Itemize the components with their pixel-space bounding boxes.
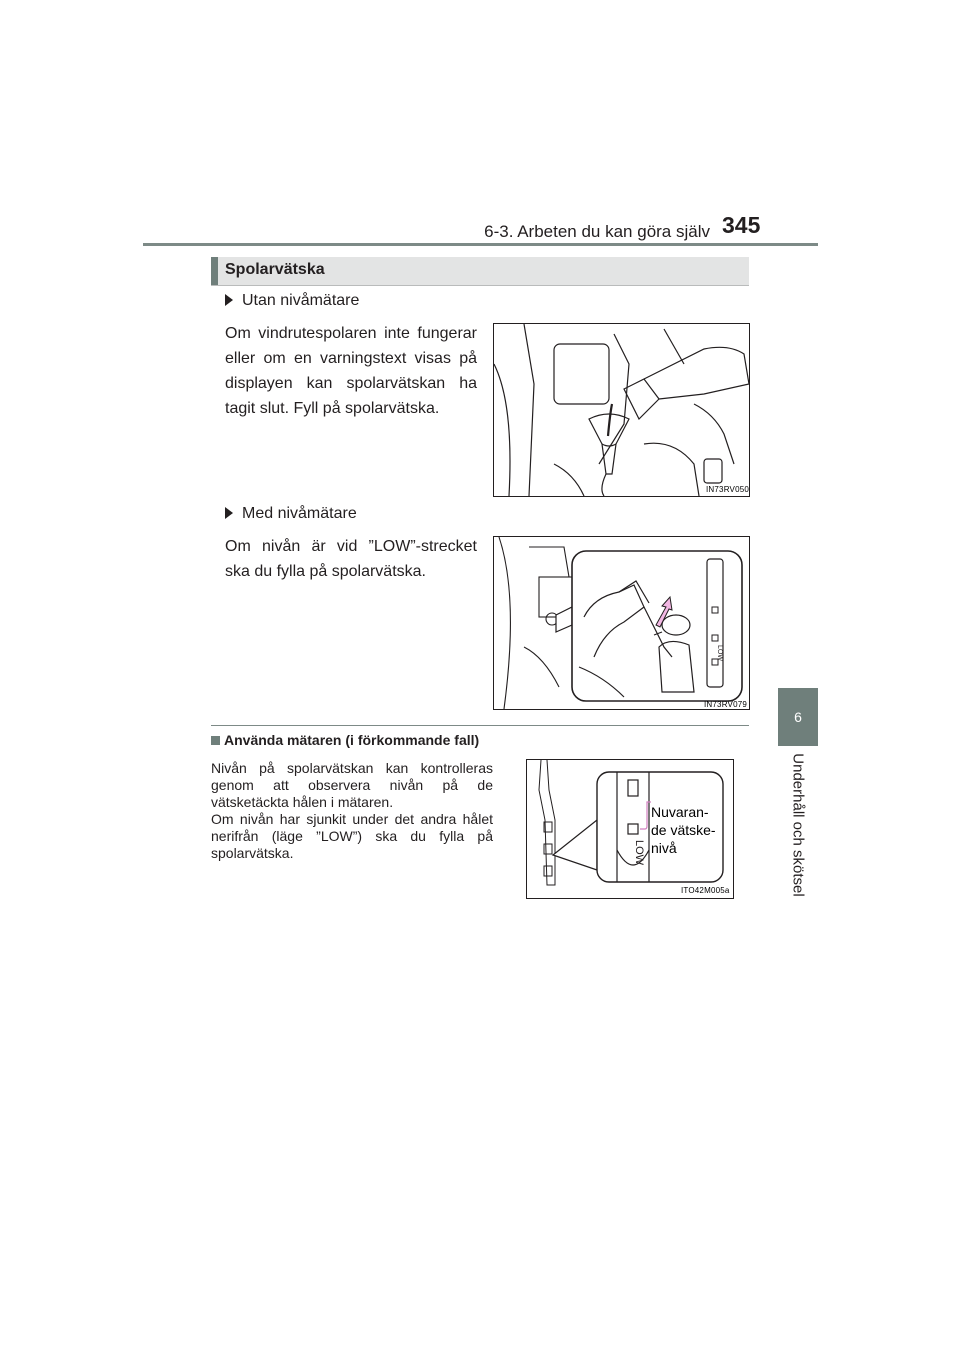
heading-text: Utan nivåmätare (242, 292, 360, 309)
heading-text: Med nivåmätare (242, 505, 357, 522)
paragraph-with-gauge: Om nivån är vid ”LOW”-strecket ska du fylla på spolarvätska. (225, 538, 477, 580)
figure-label: IN73RV079 (704, 700, 748, 709)
section-accent (211, 257, 218, 285)
figure-label: IN73RV050 (706, 485, 749, 494)
engine-bay-funnel-illustration (494, 324, 749, 496)
callout-line-2: de vätske- (651, 822, 716, 838)
triangle-bullet-icon (225, 294, 233, 306)
chapter-title (788, 750, 808, 900)
subsection-rule (211, 725, 749, 726)
gauge-strip (707, 559, 723, 687)
square-bullet-icon (211, 736, 220, 745)
page-number: 345 (722, 212, 761, 238)
bullet-heading-with-gauge (225, 505, 357, 523)
figure-gauge-check (493, 536, 750, 710)
section-heading-bar (211, 257, 749, 286)
engine-bay-gauge-illustration (494, 537, 749, 709)
subsection-paragraph (211, 760, 493, 862)
triangle-bullet-icon (225, 507, 233, 519)
subsection-title (211, 732, 479, 748)
section-title: Spolarvätska (225, 261, 325, 278)
figure-label: ITO42M005a (681, 886, 730, 895)
subsection-text-line-2: Om nivån har sjunkit under det andra hålet nerifrån (läge ”LOW”) ska du fylla på spolarvätska. (211, 811, 493, 861)
subsection-title-text: Använda mätaren (i förkommande fall) (224, 732, 480, 748)
callout-line-3: nivå (651, 840, 677, 856)
header-rule (143, 243, 818, 246)
chapter-title-text: Underhåll och skötsel (789, 753, 807, 897)
chapter-tab: 6 (778, 688, 818, 746)
callout-line-1: Nuvaran- (651, 804, 709, 820)
running-header: 6-3. Arbeten du kan göra själv (484, 222, 710, 241)
gauge-low-label: LOW (633, 840, 645, 866)
gauge-closeup-illustration (527, 760, 733, 898)
gauge-low-label: LOW (716, 645, 723, 661)
figure-gauge-closeup (526, 759, 734, 899)
bullet-heading-without-gauge (225, 292, 359, 310)
figure-pouring-washer-fluid (493, 323, 750, 497)
subsection-text-line-1: Nivån på spolarvätskan kan kontrolleras genom att observera nivån på de vätsketäckta hålen i mätaren. (211, 760, 493, 810)
paragraph-without-gauge: Om vindrutespolaren inte fungerar eller om en varningstext visas på displayen kan spolarvätskan ha tagit slut. Fyll på spolarvätska. (225, 325, 477, 417)
